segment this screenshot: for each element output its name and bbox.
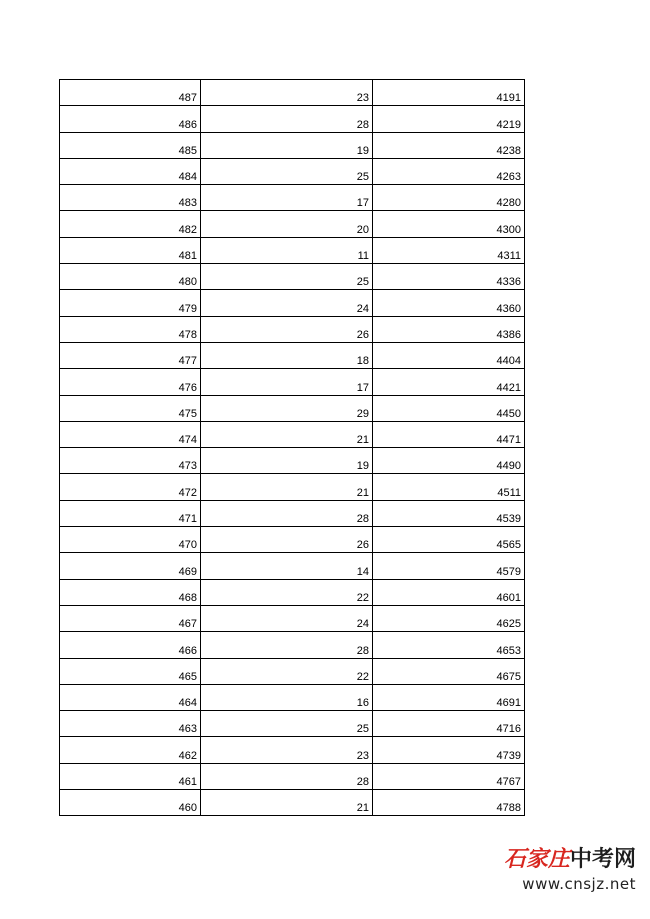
count-cell: 26 — [201, 527, 373, 553]
table-row — [60, 80, 525, 106]
table-row — [60, 237, 525, 263]
table-row — [60, 790, 525, 816]
count-cell: 28 — [201, 500, 373, 526]
cumulative-cell: 4539 — [373, 500, 525, 526]
cumulative-cell: 4625 — [373, 605, 525, 631]
score-cell: 478 — [60, 316, 201, 342]
count-cell: 19 — [201, 132, 373, 158]
score-cell: 487 — [60, 80, 201, 106]
count-cell: 14 — [201, 553, 373, 579]
watermark-url: www.cnsjz.net — [522, 875, 636, 893]
score-cell: 469 — [60, 553, 201, 579]
cumulative-cell: 4601 — [373, 579, 525, 605]
score-cell: 468 — [60, 579, 201, 605]
score-cell: 477 — [60, 342, 201, 368]
count-cell: 25 — [201, 158, 373, 184]
table-row — [60, 185, 525, 211]
count-cell: 29 — [201, 395, 373, 421]
count-cell: 17 — [201, 185, 373, 211]
cumulative-cell: 4788 — [373, 790, 525, 816]
table-row — [60, 763, 525, 789]
cumulative-cell: 4263 — [373, 158, 525, 184]
score-cell: 484 — [60, 158, 201, 184]
table-row — [60, 553, 525, 579]
table-row — [60, 106, 525, 132]
score-cell: 467 — [60, 605, 201, 631]
site-watermark — [504, 846, 636, 893]
table-row — [60, 369, 525, 395]
score-cell: 461 — [60, 763, 201, 789]
score-cell: 465 — [60, 658, 201, 684]
score-cell: 481 — [60, 237, 201, 263]
score-cell: 474 — [60, 421, 201, 447]
score-cell: 471 — [60, 500, 201, 526]
cumulative-cell: 4404 — [373, 342, 525, 368]
cumulative-cell: 4565 — [373, 527, 525, 553]
table-row — [60, 211, 525, 237]
score-cell: 485 — [60, 132, 201, 158]
cumulative-cell: 4490 — [373, 448, 525, 474]
score-cell: 460 — [60, 790, 201, 816]
score-cell: 473 — [60, 448, 201, 474]
score-cell: 476 — [60, 369, 201, 395]
score-cell: 482 — [60, 211, 201, 237]
table-row — [60, 264, 525, 290]
score-table-body — [60, 80, 525, 816]
count-cell: 22 — [201, 579, 373, 605]
count-cell: 16 — [201, 684, 373, 710]
count-cell: 18 — [201, 342, 373, 368]
table-row — [60, 579, 525, 605]
cumulative-cell: 4336 — [373, 264, 525, 290]
table-row — [60, 448, 525, 474]
cumulative-cell: 4716 — [373, 711, 525, 737]
table-row — [60, 658, 525, 684]
table-row — [60, 737, 525, 763]
table-row — [60, 605, 525, 631]
score-cell: 475 — [60, 395, 201, 421]
cumulative-cell: 4219 — [373, 106, 525, 132]
table-row — [60, 342, 525, 368]
cumulative-cell: 4280 — [373, 185, 525, 211]
table-row — [60, 684, 525, 710]
cumulative-cell: 4691 — [373, 684, 525, 710]
count-cell: 23 — [201, 80, 373, 106]
score-cell: 470 — [60, 527, 201, 553]
cumulative-cell: 4238 — [373, 132, 525, 158]
watermark-logo — [504, 846, 636, 873]
table-row — [60, 316, 525, 342]
watermark-calligraphy: 石家庄 — [503, 846, 570, 872]
count-cell: 25 — [201, 264, 373, 290]
count-cell: 24 — [201, 605, 373, 631]
count-cell: 21 — [201, 421, 373, 447]
score-cell: 464 — [60, 684, 201, 710]
cumulative-cell: 4767 — [373, 763, 525, 789]
table-row — [60, 527, 525, 553]
cumulative-cell: 4511 — [373, 474, 525, 500]
cumulative-cell: 4675 — [373, 658, 525, 684]
table-row — [60, 395, 525, 421]
table-row — [60, 474, 525, 500]
table-row — [60, 290, 525, 316]
table-row — [60, 711, 525, 737]
count-cell: 11 — [201, 237, 373, 263]
table-row — [60, 158, 525, 184]
table-row — [60, 632, 525, 658]
cumulative-cell: 4360 — [373, 290, 525, 316]
count-cell: 22 — [201, 658, 373, 684]
score-cell: 463 — [60, 711, 201, 737]
count-cell: 25 — [201, 711, 373, 737]
cumulative-cell: 4579 — [373, 553, 525, 579]
score-cell: 486 — [60, 106, 201, 132]
cumulative-cell: 4739 — [373, 737, 525, 763]
cumulative-cell: 4311 — [373, 237, 525, 263]
cumulative-cell: 4386 — [373, 316, 525, 342]
count-cell: 26 — [201, 316, 373, 342]
score-cell: 466 — [60, 632, 201, 658]
cumulative-cell: 4191 — [373, 80, 525, 106]
count-cell: 21 — [201, 474, 373, 500]
score-cell: 472 — [60, 474, 201, 500]
cumulative-cell: 4450 — [373, 395, 525, 421]
score-cell: 483 — [60, 185, 201, 211]
watermark-brand-suffix: 中考网 — [569, 847, 636, 872]
count-cell: 19 — [201, 448, 373, 474]
count-cell: 23 — [201, 737, 373, 763]
score-cell: 462 — [60, 737, 201, 763]
count-cell: 20 — [201, 211, 373, 237]
score-cell: 480 — [60, 264, 201, 290]
score-cell: 479 — [60, 290, 201, 316]
cumulative-cell: 4421 — [373, 369, 525, 395]
count-cell: 28 — [201, 106, 373, 132]
count-cell: 24 — [201, 290, 373, 316]
cumulative-cell: 4653 — [373, 632, 525, 658]
count-cell: 17 — [201, 369, 373, 395]
cumulative-cell: 4300 — [373, 211, 525, 237]
table-row — [60, 500, 525, 526]
table-row — [60, 421, 525, 447]
count-cell: 21 — [201, 790, 373, 816]
score-table — [59, 79, 525, 816]
count-cell: 28 — [201, 763, 373, 789]
cumulative-cell: 4471 — [373, 421, 525, 447]
table-row — [60, 132, 525, 158]
count-cell: 28 — [201, 632, 373, 658]
